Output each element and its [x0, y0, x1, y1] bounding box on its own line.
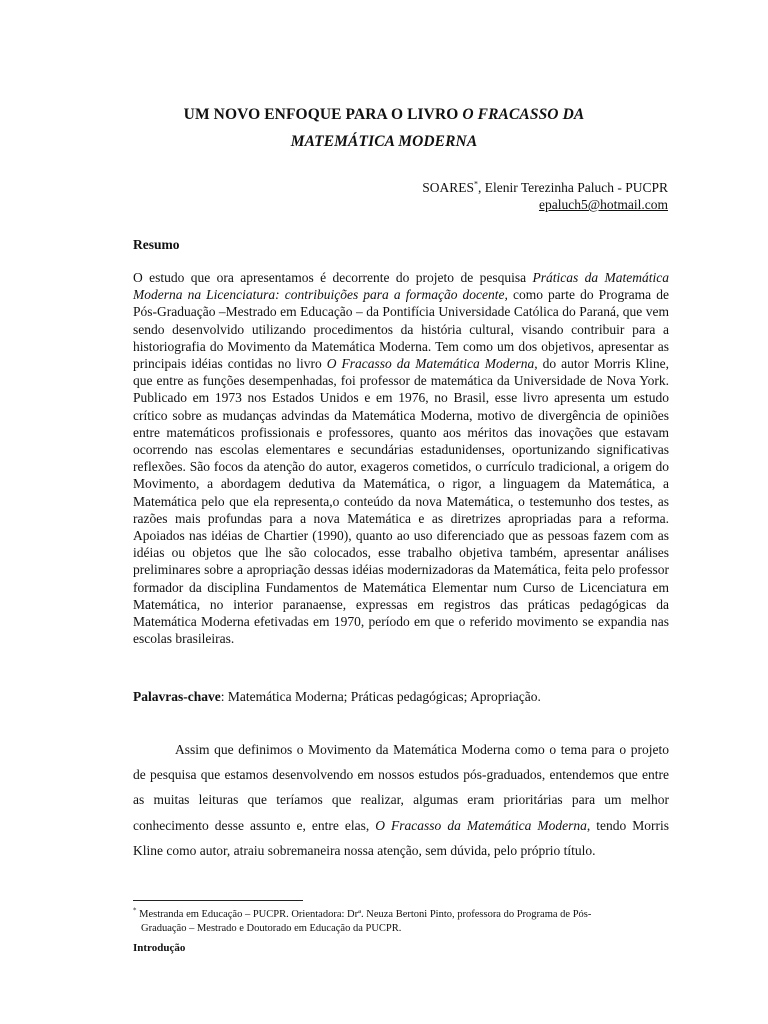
- footnote: * Mestranda em Educação – PUCPR. Orientadora: Drª. Neuza Bertoni Pinto, professora do Programa de Pós- Graduação – Mestrado e Doutorado em Educação da PUCPR.: [133, 906, 592, 934]
- paper-title-line-1: UM NOVO ENFOQUE PARA O LIVRO O FRACASSO DA: [183, 106, 585, 123]
- keywords-label: Palavras-chave: [133, 689, 221, 704]
- keywords-line: Palavras-chave: Matemática Moderna; Práticas pedagógicas; Apropriação.: [133, 689, 541, 704]
- body-paragraph: Assim que definimos o Movimento da Matemática Moderna como o tema para o projeto de pesquisa que estamos desenvolvendo em nossos estudos pós-graduados, entendemos que entre as muitas leituras que teríamos que realizar, algumas eram prioritárias para um melhor conhecimento desse assunto e, entre elas, O Fracasso da Matemática Moderna, tendo Morris Kline como autor, atraiu sobremaneira nossa atenção, sem dúvida, pelo próprio título.: [133, 742, 669, 858]
- abstract-paragraph: O estudo que ora apresentamos é decorrente do projeto de pesquisa Práticas da Matemática Moderna na Licenciatura: contribuições para a formação docente, como parte do Programa de Pós-Graduação –Mestrado em Educação – da Pontifícia Universidade Católica do Paraná, que vem sendo desenvolvido utilizando procedimentos da história cultural, visando contribuir para a historiografia do Movimento da Matemática Moderna. Tem como um dos objetivos, apresentar as principais idéias contidas no livro O Fracasso da Matemática Moderna, do autor Morris Kline, que entre as funções desempenhadas, foi professor de matemática da Universidade de Nova York. Publicado em 1973 nos Estados Unidos e em 1976, no Brasil, esse livro apresenta um estudo crítico sobre as mudanças advindas da Matemática Moderna, motivo de divergência de opiniões entre matemáticos profissionais e professores, quanto aos méritos das inovações que estavam ocorrendo nas escolas elementares e secundárias estadunidenses, oportunizando significativas reflexões. São focos da atenção do autor, exageros cometidos, o currículo tradicional, a origem do Movimento, a abordagem dedutiva da Matemática, o rigor, a linguagem da Matemática, a Matemática pelo que ela representa,o conteúdo da nova Matemática, o testemunho dos testes, as razões mais profundas para a nova Matemática e as diretrizes apropriadas para a reforma. Apoiados nas idéias de Chartier (1990), quanto ao uso diferenciado que as pessoas fazem com as idéias ou objetos que lhe são colocados, esse trabalho objetiva também, apresentar análises preliminares sobre a apropriação dessas idéias modernizadoras da Matemática, feita pelo professor formador da disciplina Fundamentos de Matemática Elementar num Curso de Licenciatura em Matemática, no interior paranaense, expressas em registros das práticas pedagógicas da Matemática Moderna efetivadas em 1970, período em que o referido movimento se expandia nas escolas brasileiras.: [133, 270, 670, 647]
- author-email-link[interactable]: epaluch5@hotmail.com: [538, 197, 668, 212]
- footnote-marker: *: [473, 179, 478, 189]
- paper-title-line-2: MATEMÁTICA MODERNA: [290, 133, 478, 150]
- author-line: SOARES*, Elenir Terezinha Paluch - PUCPR: [422, 179, 668, 195]
- footnote-divider: [133, 900, 303, 901]
- abstract-heading: Resumo: [133, 237, 180, 252]
- introduction-heading: Introdução: [133, 942, 186, 954]
